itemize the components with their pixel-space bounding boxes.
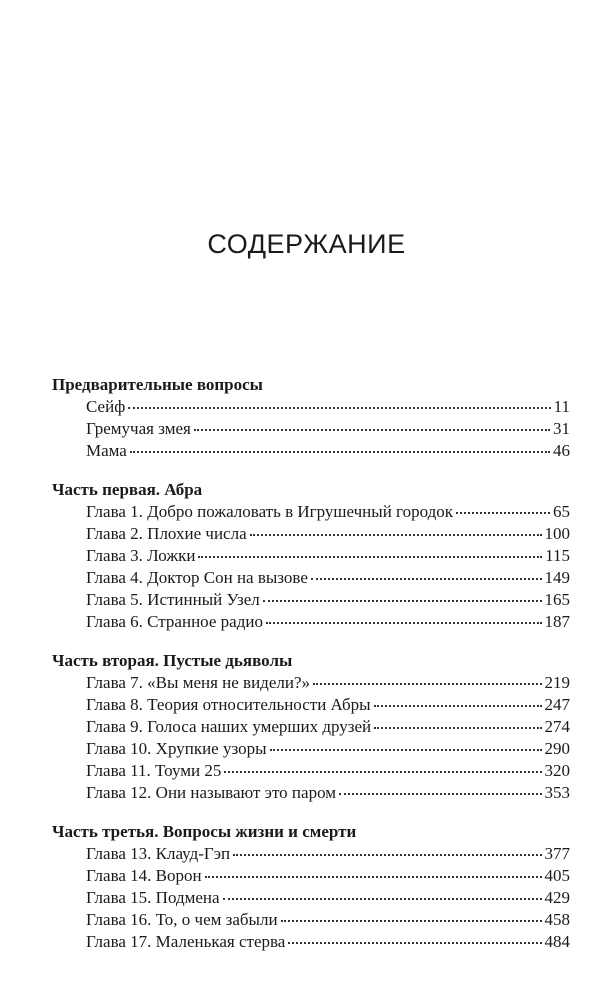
entry-page-number: 65 bbox=[553, 502, 570, 521]
table-of-contents bbox=[52, 374, 570, 953]
dot-leader bbox=[456, 511, 550, 514]
toc-entry bbox=[52, 909, 570, 931]
entry-label: Глава 15. Подмена bbox=[86, 888, 220, 907]
entry-label: Глава 12. Они называют это паром bbox=[86, 783, 337, 802]
entry-label: Глава 1. Добро пожаловать в Игрушечный городок bbox=[86, 502, 454, 521]
entry-label: Глава 6. Странное радио bbox=[86, 612, 263, 631]
toc-entry bbox=[52, 523, 570, 545]
toc-entry bbox=[52, 738, 570, 760]
dot-leader bbox=[263, 599, 542, 602]
entry-label: Глава 4. Доктор Сон на вызове bbox=[86, 568, 308, 587]
toc-entry bbox=[52, 672, 570, 694]
entry-page-number: 405 bbox=[544, 866, 570, 885]
entry-page-number: 100 bbox=[544, 524, 570, 543]
toc-entry bbox=[52, 760, 570, 782]
dot-leader bbox=[194, 428, 550, 431]
dot-leader bbox=[198, 555, 542, 558]
dot-leader bbox=[339, 792, 541, 795]
entry-label: Глава 2. Плохие числа bbox=[86, 524, 247, 543]
entry-page-number: 219 bbox=[544, 673, 570, 692]
section-heading: Предварительные вопросы bbox=[52, 375, 263, 394]
toc-section bbox=[52, 821, 570, 953]
toc-entry bbox=[52, 782, 570, 804]
entry-label: Глава 3. Ложки bbox=[86, 546, 196, 565]
dot-leader bbox=[374, 704, 542, 707]
entry-page-number: 353 bbox=[544, 783, 570, 802]
dot-leader bbox=[288, 941, 541, 944]
entry-label: Глава 11. Тоуми 25 bbox=[86, 761, 222, 780]
dot-leader bbox=[281, 919, 542, 922]
toc-entry bbox=[52, 843, 570, 865]
dot-leader bbox=[205, 875, 542, 878]
toc-entry bbox=[52, 418, 570, 440]
toc-entry bbox=[52, 611, 570, 633]
toc-entry bbox=[52, 396, 570, 418]
toc-section bbox=[52, 479, 570, 633]
dot-leader bbox=[130, 450, 550, 453]
entry-page-number: 274 bbox=[544, 717, 570, 736]
toc-entry bbox=[52, 865, 570, 887]
toc-entry bbox=[52, 887, 570, 909]
toc-section bbox=[52, 374, 570, 462]
toc-section bbox=[52, 650, 570, 804]
entry-page-number: 377 bbox=[544, 844, 570, 863]
entry-label: Глава 16. То, о чем забыли bbox=[86, 910, 278, 929]
entry-label: Глава 13. Клауд-Гэп bbox=[86, 844, 231, 863]
entry-label: Гремучая змея bbox=[86, 419, 191, 438]
toc-entry bbox=[52, 716, 570, 738]
toc-entry bbox=[52, 501, 570, 523]
toc-title: СОДЕРЖАНИЕ bbox=[207, 229, 406, 259]
dot-leader bbox=[233, 853, 541, 856]
dot-leader bbox=[266, 621, 542, 624]
entry-page-number: 11 bbox=[553, 397, 570, 416]
dot-leader bbox=[270, 748, 542, 751]
entry-page-number: 165 bbox=[544, 590, 570, 609]
entry-label: Глава 8. Теория относительности Абры bbox=[86, 695, 371, 714]
entry-label: Мама bbox=[86, 441, 127, 460]
entry-label: Глава 7. «Вы меня не видели?» bbox=[86, 673, 310, 692]
entry-label: Глава 17. Маленькая стерва bbox=[86, 932, 286, 951]
entry-page-number: 458 bbox=[544, 910, 570, 929]
toc-entry bbox=[52, 440, 570, 462]
entry-label: Глава 9. Голоса наших умерших друзей bbox=[86, 717, 372, 736]
toc-entry bbox=[52, 589, 570, 611]
section-heading: Часть вторая. Пустые дьяволы bbox=[52, 651, 293, 670]
section-heading: Часть первая. Абра bbox=[52, 480, 203, 499]
entry-page-number: 187 bbox=[544, 612, 570, 631]
toc-entry bbox=[52, 694, 570, 716]
entry-label: Глава 10. Хрупкие узоры bbox=[86, 739, 267, 758]
toc-entry bbox=[52, 567, 570, 589]
entry-page-number: 115 bbox=[545, 546, 570, 565]
entry-page-number: 247 bbox=[544, 695, 570, 714]
dot-leader bbox=[224, 770, 541, 773]
toc-entry bbox=[52, 931, 570, 953]
entry-page-number: 31 bbox=[553, 419, 570, 438]
dot-leader bbox=[223, 897, 542, 900]
entry-label: Глава 14. Ворон bbox=[86, 866, 202, 885]
entry-page-number: 46 bbox=[553, 441, 570, 460]
dot-leader bbox=[250, 533, 542, 536]
dot-leader bbox=[311, 577, 542, 580]
entry-label: Сейф bbox=[86, 397, 126, 416]
entry-page-number: 429 bbox=[544, 888, 570, 907]
dot-leader bbox=[374, 726, 541, 729]
entry-page-number: 290 bbox=[544, 739, 570, 758]
toc-entry bbox=[52, 545, 570, 567]
entry-label: Глава 5. Истинный Узел bbox=[86, 590, 260, 609]
entry-page-number: 484 bbox=[544, 932, 570, 951]
section-heading: Часть третья. Вопросы жизни и смерти bbox=[52, 822, 357, 841]
entry-page-number: 320 bbox=[544, 761, 570, 780]
dot-leader bbox=[128, 406, 550, 409]
dot-leader bbox=[313, 682, 542, 685]
entry-page-number: 149 bbox=[544, 568, 570, 587]
